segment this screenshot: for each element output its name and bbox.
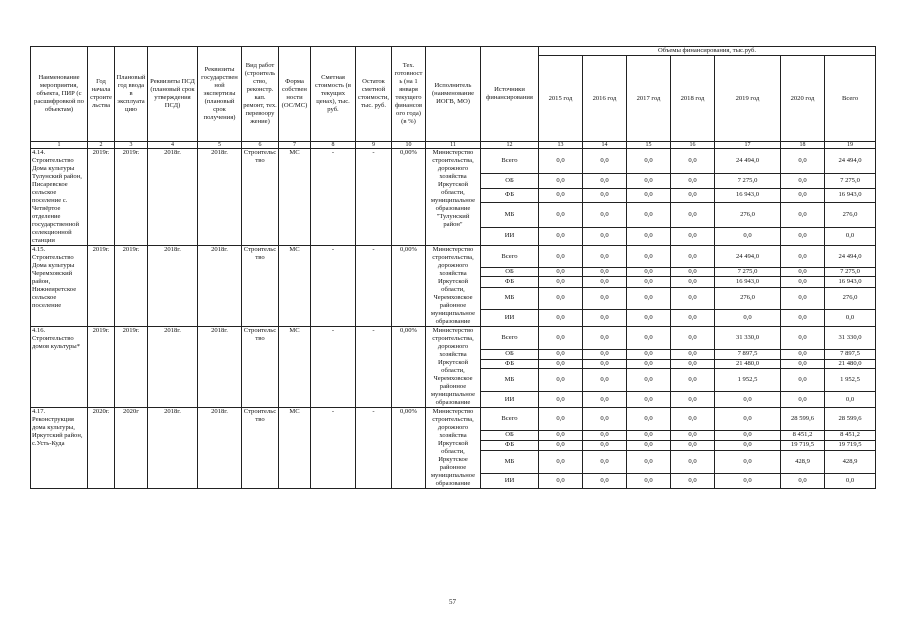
total-value: 7 275,0 bbox=[825, 268, 876, 277]
funding-source: Всего bbox=[481, 327, 539, 350]
funding-source: МБ bbox=[481, 287, 539, 309]
year-value: 0,0 bbox=[781, 202, 825, 227]
year-value: 276,0 bbox=[715, 202, 781, 227]
column-number: 4 bbox=[148, 142, 198, 149]
total-value: 428,9 bbox=[825, 451, 876, 474]
expertise-date: 2018г. bbox=[198, 327, 242, 408]
total-value: 28 599,6 bbox=[825, 408, 876, 431]
year-value: 0,0 bbox=[583, 277, 627, 287]
year-value: 0,0 bbox=[583, 359, 627, 368]
year-value: 0,0 bbox=[671, 327, 715, 350]
year-value: 0,0 bbox=[627, 350, 671, 359]
year-value: 0,0 bbox=[627, 431, 671, 440]
year-value: 0,0 bbox=[627, 440, 671, 451]
readiness: 0,00% bbox=[392, 327, 426, 408]
year-value: 0,0 bbox=[539, 246, 583, 268]
header-readiness: Тех. готовност ь (на 1 января текущего финансов ого года) (в %) bbox=[392, 47, 426, 142]
year-value: 0,0 bbox=[627, 392, 671, 408]
funding-source: ФБ bbox=[481, 277, 539, 287]
funding-source: ФБ bbox=[481, 440, 539, 451]
year-value: 0,0 bbox=[583, 309, 627, 326]
total-value: 31 330,0 bbox=[825, 327, 876, 350]
year-value: 0,0 bbox=[539, 408, 583, 431]
column-number: 8 bbox=[311, 142, 356, 149]
year-value: 0,0 bbox=[715, 431, 781, 440]
table-row bbox=[31, 327, 876, 350]
year-value: 7 275,0 bbox=[715, 268, 781, 277]
psd-date: 2018г. bbox=[148, 149, 198, 246]
year-value: 0,0 bbox=[715, 451, 781, 474]
year-value: 0,0 bbox=[539, 149, 583, 174]
funding-source: Всего bbox=[481, 149, 539, 174]
total-value: 1 952,5 bbox=[825, 369, 876, 392]
year-value: 0,0 bbox=[583, 227, 627, 245]
executor: Министерство строительства, дорожного хозяйства Иркутской области, Иркутское районное муниципальное образование bbox=[426, 408, 481, 489]
header-volumes: Объемы финансирования, тыс.руб. bbox=[539, 47, 876, 56]
year-value: 0,0 bbox=[627, 287, 671, 309]
year-value: 0,0 bbox=[781, 350, 825, 359]
total-value: 276,0 bbox=[825, 287, 876, 309]
year-value: 0,0 bbox=[781, 174, 825, 189]
table-row bbox=[31, 246, 876, 268]
year-value: 0,0 bbox=[781, 188, 825, 202]
work-type: Строительс тво bbox=[242, 246, 279, 327]
header-name: Наименование мероприятия, объекта, ПИР (с расшифровкой по объектам) bbox=[31, 47, 88, 142]
column-number: 9 bbox=[356, 142, 392, 149]
year-value: 0,0 bbox=[715, 408, 781, 431]
header-psd: Реквизиты ПСД (плановый срок утверждения ПСД) bbox=[148, 47, 198, 142]
header-estimate: Сметная стоимость (в текущих ценах), тыс. руб. bbox=[311, 47, 356, 142]
year-value: 0,0 bbox=[539, 350, 583, 359]
psd-date: 2018г. bbox=[148, 408, 198, 489]
year-value: 1 952,5 bbox=[715, 369, 781, 392]
year-value: 0,0 bbox=[539, 451, 583, 474]
funding-source: ОБ bbox=[481, 431, 539, 440]
page-number: 57 bbox=[449, 598, 456, 606]
year-value: 0,0 bbox=[583, 392, 627, 408]
readiness: 0,00% bbox=[392, 149, 426, 246]
funding-source: ОБ bbox=[481, 174, 539, 189]
funding-source: ИИ bbox=[481, 227, 539, 245]
ownership: МС bbox=[279, 408, 311, 489]
year-value: 0,0 bbox=[539, 392, 583, 408]
funding-source: ОБ bbox=[481, 350, 539, 359]
year-value: 0,0 bbox=[781, 359, 825, 368]
funding-source: Всего bbox=[481, 246, 539, 268]
year-value: 0,0 bbox=[583, 474, 627, 489]
year-value: 0,0 bbox=[671, 359, 715, 368]
header-year: 2016 год bbox=[583, 56, 627, 142]
column-number: 13 bbox=[539, 142, 583, 149]
funding-source: МБ bbox=[481, 451, 539, 474]
ownership: МС bbox=[279, 149, 311, 246]
year-value: 0,0 bbox=[627, 227, 671, 245]
commission-year: 2019г. bbox=[115, 149, 148, 246]
funding-source: ОБ bbox=[481, 268, 539, 277]
total-value: 19 719,5 bbox=[825, 440, 876, 451]
header-total: Всего bbox=[825, 56, 876, 142]
funding-source: ИИ bbox=[481, 474, 539, 489]
year-value: 0,0 bbox=[583, 431, 627, 440]
year-value: 0,0 bbox=[671, 287, 715, 309]
funding-source: ФБ bbox=[481, 188, 539, 202]
table-body bbox=[31, 149, 876, 489]
header-year: 2020 год bbox=[781, 56, 825, 142]
column-number: 10 bbox=[392, 142, 426, 149]
start-year: 2020г. bbox=[88, 408, 115, 489]
funding-source: Всего bbox=[481, 408, 539, 431]
year-value: 0,0 bbox=[715, 440, 781, 451]
table-row bbox=[31, 408, 876, 431]
year-value: 0,0 bbox=[539, 474, 583, 489]
year-value: 428,9 bbox=[781, 451, 825, 474]
commission-year: 2019г. bbox=[115, 327, 148, 408]
year-value: 0,0 bbox=[539, 431, 583, 440]
psd-date: 2018г. bbox=[148, 246, 198, 327]
commission-year: 2019г. bbox=[115, 246, 148, 327]
year-value: 31 330,0 bbox=[715, 327, 781, 350]
year-value: 0,0 bbox=[627, 174, 671, 189]
column-number: 11 bbox=[426, 142, 481, 149]
year-value: 0,0 bbox=[627, 277, 671, 287]
year-value: 0,0 bbox=[715, 392, 781, 408]
year-value: 0,0 bbox=[583, 149, 627, 174]
year-value: 0,0 bbox=[671, 431, 715, 440]
year-value: 0,0 bbox=[627, 327, 671, 350]
total-value: 24 494,0 bbox=[825, 149, 876, 174]
estimate-cost: - bbox=[311, 408, 356, 489]
year-value: 0,0 bbox=[671, 202, 715, 227]
year-value: 276,0 bbox=[715, 287, 781, 309]
year-value: 0,0 bbox=[781, 268, 825, 277]
total-value: 0,0 bbox=[825, 309, 876, 326]
year-value: 7 897,5 bbox=[715, 350, 781, 359]
executor: Министерство строительства, дорожного хозяйства Иркутской области, муниципальное образование "Тулунский район" bbox=[426, 149, 481, 246]
year-value: 0,0 bbox=[583, 202, 627, 227]
year-value: 0,0 bbox=[539, 327, 583, 350]
column-number: 19 bbox=[825, 142, 876, 149]
financing-table bbox=[30, 46, 876, 489]
column-number: 12 bbox=[481, 142, 539, 149]
year-value: 24 494,0 bbox=[715, 246, 781, 268]
object-name: 4.15. Строительство Дома культуры Черемховский район, Нижнеиретское сельское поселение bbox=[31, 246, 88, 327]
year-value: 0,0 bbox=[539, 309, 583, 326]
year-value: 0,0 bbox=[539, 359, 583, 368]
year-value: 0,0 bbox=[583, 451, 627, 474]
year-value: 0,0 bbox=[627, 408, 671, 431]
column-number: 15 bbox=[627, 142, 671, 149]
year-value: 0,0 bbox=[583, 188, 627, 202]
year-value: 0,0 bbox=[539, 174, 583, 189]
total-value: 16 943,0 bbox=[825, 277, 876, 287]
year-value: 0,0 bbox=[671, 268, 715, 277]
ownership: МС bbox=[279, 246, 311, 327]
column-number: 14 bbox=[583, 142, 627, 149]
year-value: 21 480,0 bbox=[715, 359, 781, 368]
readiness: 0,00% bbox=[392, 246, 426, 327]
year-value: 7 275,0 bbox=[715, 174, 781, 189]
year-value: 0,0 bbox=[583, 327, 627, 350]
year-value: 28 599,6 bbox=[781, 408, 825, 431]
funding-source: ИИ bbox=[481, 392, 539, 408]
work-type: Строительс тво bbox=[242, 408, 279, 489]
funding-source: МБ bbox=[481, 202, 539, 227]
year-value: 0,0 bbox=[671, 246, 715, 268]
total-value: 276,0 bbox=[825, 202, 876, 227]
year-value: 0,0 bbox=[715, 309, 781, 326]
year-value: 0,0 bbox=[671, 188, 715, 202]
header-year: 2018 год bbox=[671, 56, 715, 142]
start-year: 2019г. bbox=[88, 327, 115, 408]
year-value: 0,0 bbox=[781, 277, 825, 287]
total-value: 21 480,0 bbox=[825, 359, 876, 368]
year-value: 0,0 bbox=[627, 359, 671, 368]
year-value: 0,0 bbox=[627, 369, 671, 392]
year-value: 0,0 bbox=[781, 246, 825, 268]
estimate-cost: - bbox=[311, 246, 356, 327]
start-year: 2019г. bbox=[88, 149, 115, 246]
expertise-date: 2018г. bbox=[198, 246, 242, 327]
object-name: 4.17. Реконструкция дома культуры, Иркутский район, с.Усть-Куда bbox=[31, 408, 88, 489]
funding-source: ИИ bbox=[481, 309, 539, 326]
total-value: 0,0 bbox=[825, 392, 876, 408]
header-executor: Исполнитель (наименование ИОГВ, МО) bbox=[426, 47, 481, 142]
column-numbers-row bbox=[31, 142, 876, 149]
year-value: 0,0 bbox=[671, 350, 715, 359]
remaining-cost: - bbox=[356, 149, 392, 246]
header-start-year: Год начала строите льства bbox=[88, 47, 115, 142]
year-value: 0,0 bbox=[583, 268, 627, 277]
expertise-date: 2018г. bbox=[198, 408, 242, 489]
column-number: 7 bbox=[279, 142, 311, 149]
year-value: 0,0 bbox=[539, 202, 583, 227]
year-value: 0,0 bbox=[781, 369, 825, 392]
executor: Министерство строительства, дорожного хозяйства Иркутской области, Черемховское районное муниципальное образование bbox=[426, 246, 481, 327]
year-value: 0,0 bbox=[539, 188, 583, 202]
year-value: 0,0 bbox=[671, 149, 715, 174]
year-value: 0,0 bbox=[671, 174, 715, 189]
total-value: 7 897,5 bbox=[825, 350, 876, 359]
year-value: 0,0 bbox=[627, 188, 671, 202]
table-row bbox=[31, 149, 876, 174]
year-value: 0,0 bbox=[781, 392, 825, 408]
year-value: 0,0 bbox=[715, 227, 781, 245]
year-value: 0,0 bbox=[583, 287, 627, 309]
column-number: 18 bbox=[781, 142, 825, 149]
year-value: 0,0 bbox=[715, 474, 781, 489]
object-name: 4.16. Строительство домов культуры* bbox=[31, 327, 88, 408]
year-value: 0,0 bbox=[583, 246, 627, 268]
year-value: 0,0 bbox=[583, 350, 627, 359]
expertise-date: 2018г. bbox=[198, 149, 242, 246]
year-value: 0,0 bbox=[627, 268, 671, 277]
year-value: 0,0 bbox=[671, 277, 715, 287]
work-type: Строительс тво bbox=[242, 149, 279, 246]
year-value: 0,0 bbox=[671, 369, 715, 392]
start-year: 2019г. bbox=[88, 246, 115, 327]
year-value: 0,0 bbox=[539, 277, 583, 287]
total-value: 8 451,2 bbox=[825, 431, 876, 440]
year-value: 0,0 bbox=[781, 149, 825, 174]
header-sources: Источники финансирования bbox=[481, 47, 539, 142]
year-value: 0,0 bbox=[583, 174, 627, 189]
header-commission-year: Плановый год ввода в эксплуата цию bbox=[115, 47, 148, 142]
year-value: 8 451,2 bbox=[781, 431, 825, 440]
year-value: 0,0 bbox=[781, 327, 825, 350]
column-number: 17 bbox=[715, 142, 781, 149]
year-value: 0,0 bbox=[583, 369, 627, 392]
total-value: 7 275,0 bbox=[825, 174, 876, 189]
total-value: 24 494,0 bbox=[825, 246, 876, 268]
work-type: Строительс тво bbox=[242, 327, 279, 408]
header-year: 2015 год bbox=[539, 56, 583, 142]
commission-year: 2020г bbox=[115, 408, 148, 489]
total-value: 0,0 bbox=[825, 474, 876, 489]
year-value: 0,0 bbox=[539, 369, 583, 392]
year-value: 0,0 bbox=[539, 440, 583, 451]
year-value: 24 494,0 bbox=[715, 149, 781, 174]
column-number: 6 bbox=[242, 142, 279, 149]
year-value: 0,0 bbox=[627, 309, 671, 326]
column-number: 1 bbox=[31, 142, 88, 149]
column-number: 3 bbox=[115, 142, 148, 149]
year-value: 0,0 bbox=[671, 392, 715, 408]
remaining-cost: - bbox=[356, 327, 392, 408]
year-value: 0,0 bbox=[627, 451, 671, 474]
executor: Министерство строительства, дорожного хозяйства Иркутской области, Черемховское районное муниципальное образование bbox=[426, 327, 481, 408]
estimate-cost: - bbox=[311, 327, 356, 408]
column-number: 16 bbox=[671, 142, 715, 149]
readiness: 0,00% bbox=[392, 408, 426, 489]
header-year: 2019 год bbox=[715, 56, 781, 142]
column-number: 2 bbox=[88, 142, 115, 149]
estimate-cost: - bbox=[311, 149, 356, 246]
total-value: 16 943,0 bbox=[825, 188, 876, 202]
remaining-cost: - bbox=[356, 408, 392, 489]
year-value: 0,0 bbox=[627, 246, 671, 268]
year-value: 0,0 bbox=[781, 227, 825, 245]
header-year: 2017 год bbox=[627, 56, 671, 142]
year-value: 0,0 bbox=[671, 451, 715, 474]
year-value: 0,0 bbox=[781, 309, 825, 326]
psd-date: 2018г. bbox=[148, 327, 198, 408]
year-value: 0,0 bbox=[671, 309, 715, 326]
year-value: 0,0 bbox=[781, 287, 825, 309]
year-value: 16 943,0 bbox=[715, 188, 781, 202]
year-value: 0,0 bbox=[583, 440, 627, 451]
total-value: 0,0 bbox=[825, 227, 876, 245]
year-value: 0,0 bbox=[627, 474, 671, 489]
year-value: 0,0 bbox=[583, 408, 627, 431]
header-work-type: Вид работ (строитель ство, реконстр. кап. ремонт, тех. перевоору жение) bbox=[242, 47, 279, 142]
year-value: 0,0 bbox=[627, 202, 671, 227]
year-value: 0,0 bbox=[671, 227, 715, 245]
header-expertise: Реквизиты государствен ной экспертизы (плановый срок получения) bbox=[198, 47, 242, 142]
year-value: 0,0 bbox=[671, 440, 715, 451]
year-value: 0,0 bbox=[627, 149, 671, 174]
year-value: 0,0 bbox=[539, 227, 583, 245]
object-name: 4.14. Строительство Дома культуры Тулунский район, Писаревское сельское поселение с. Четвёртое отделение государственной селекционной станции bbox=[31, 149, 88, 246]
year-value: 0,0 bbox=[671, 408, 715, 431]
year-value: 0,0 bbox=[781, 474, 825, 489]
remaining-cost: - bbox=[356, 246, 392, 327]
year-value: 16 943,0 bbox=[715, 277, 781, 287]
year-value: 0,0 bbox=[671, 474, 715, 489]
year-value: 0,0 bbox=[539, 287, 583, 309]
header-ownership: Форма собствен ности (ОС/МС) bbox=[279, 47, 311, 142]
header-remaining: Остаток сметной стоимости, тыс. руб. bbox=[356, 47, 392, 142]
year-value: 19 719,5 bbox=[781, 440, 825, 451]
year-value: 0,0 bbox=[539, 268, 583, 277]
ownership: МС bbox=[279, 327, 311, 408]
funding-source: МБ bbox=[481, 369, 539, 392]
column-number: 5 bbox=[198, 142, 242, 149]
funding-source: ФБ bbox=[481, 359, 539, 368]
